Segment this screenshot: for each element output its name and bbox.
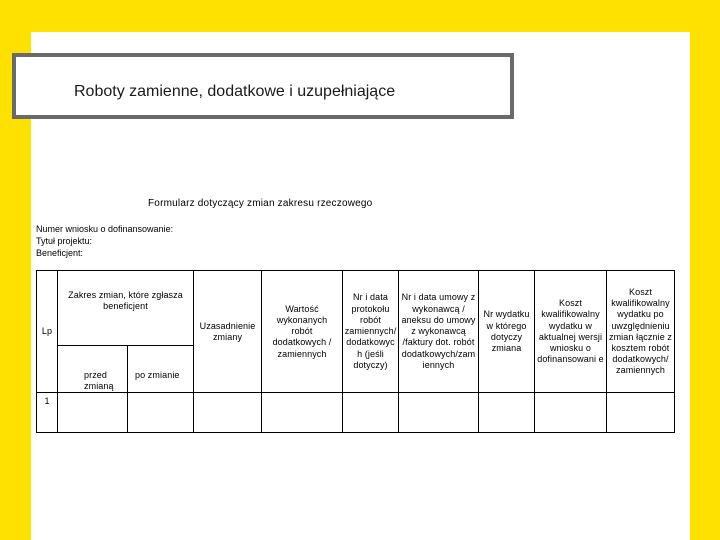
header-expense-number: Nr wydatku w którego dotyczy zmiana (479, 271, 535, 393)
header-value: Wartość wykonanych robót dodatkowych / zamiennych (262, 271, 343, 393)
row-before-change (58, 393, 128, 433)
form-subtitle: Formularz dotyczący zmian zakresu rzeczowego (148, 198, 373, 209)
header-eligible-cost-total: Koszt kwalifikowalny wydatku po uwzględnieniu zmian łącznie z kosztem robót dodatkowych/ zamiennych (607, 271, 675, 393)
table-row (37, 393, 675, 433)
row-eligible-cost (535, 393, 607, 433)
header-contract-annex: Nr i data umowy z wykonawcą / aneksu do umowy z wykonawcą /faktury dot. robót dodatkowych/zam iennych (399, 271, 479, 393)
row-lp: 1 (37, 393, 58, 433)
title-box (12, 53, 514, 119)
row-expense-number (479, 393, 535, 433)
header-protocol: Nr i data protokołu robót zamiennych/ dodatkowyc h (jeśli dotyczy) (343, 271, 399, 393)
row-eligible-cost-total (607, 393, 675, 433)
changes-table (36, 270, 675, 433)
row-justification (194, 393, 262, 433)
row-protocol (343, 393, 399, 433)
application-number-label: Numer wniosku o dofinansowanie: (36, 224, 174, 234)
row-contract-annex (399, 393, 479, 433)
header-eligible-cost: Koszt kwalifikowalny wydatku w aktualnej wersji wniosku o dofinansowani e (535, 271, 607, 393)
project-title-label: Tytuł projektu: (36, 236, 93, 246)
row-after-change (128, 393, 194, 433)
row-value (262, 393, 343, 433)
header-after-change: po zmianie (128, 346, 194, 393)
page-title: Roboty zamienne, dodatkowe i uzupełniające (74, 83, 396, 100)
header-before-change: przed zmianą (58, 346, 128, 393)
header-scope-changes: Zakres zmian, które zgłasza beneficjent (58, 271, 194, 346)
beneficiary-label: Beneficjent: (36, 248, 84, 258)
header-lp: Lp (37, 271, 58, 393)
header-justification: Uzasadnienie zmiany (194, 271, 262, 393)
